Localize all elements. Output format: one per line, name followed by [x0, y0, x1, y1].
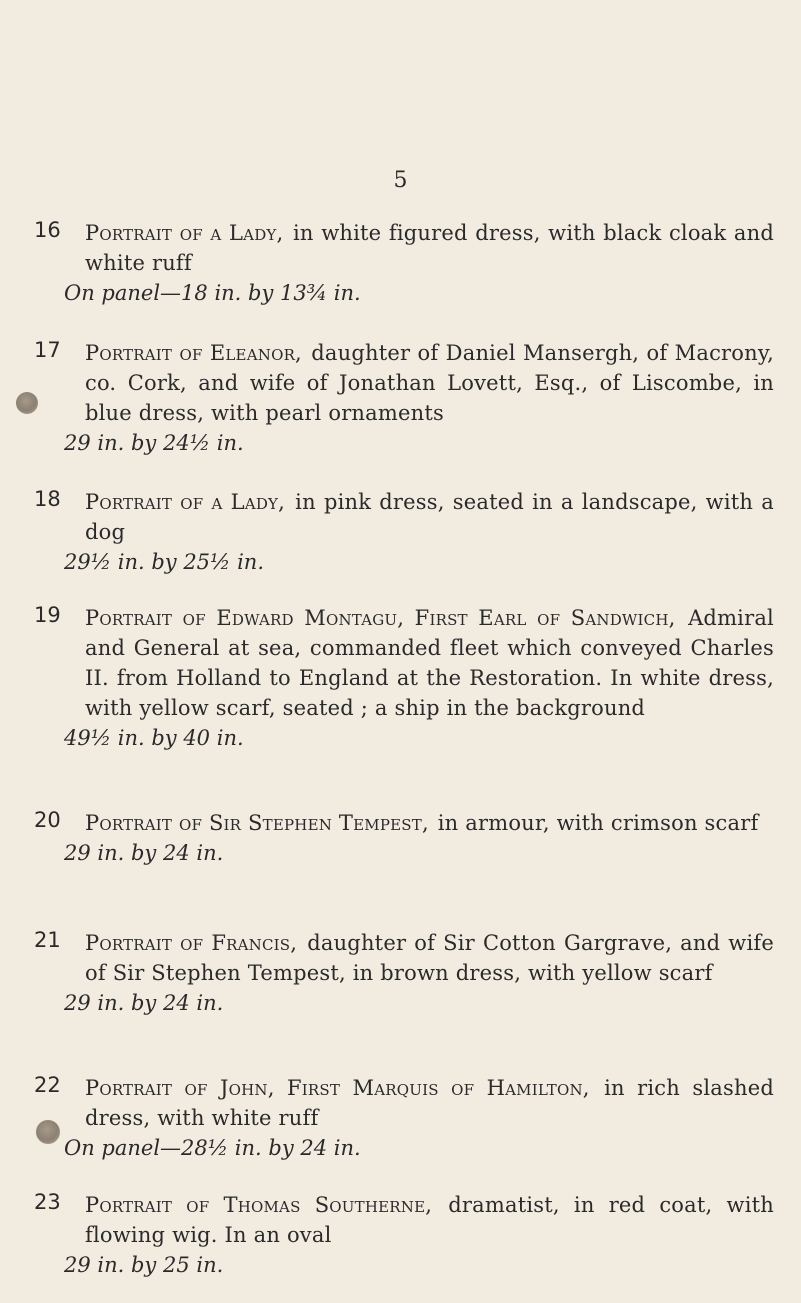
lot-description [85, 928, 774, 988]
lot-title: Portrait of John, First Marquis of Hamilton, [85, 1076, 590, 1100]
lot-dimensions: 29 in. by 24½ in. [64, 431, 244, 455]
lot-title: Portrait of Francis, [85, 931, 298, 955]
lot-dimensions: 29 in. by 25 in. [64, 1253, 224, 1277]
lot-dimensions: 49½ in. by 40 in. [64, 726, 244, 750]
lot-text: Admiral and General at sea, commanded fleet which conveyed Charles II. from Holland to England at the Restoration. In white dress, with yellow scarf, seated ; a ship in the background [85, 606, 774, 720]
lot-dimensions: 29 in. by 24 in. [64, 991, 224, 1015]
lot-number: 23 [34, 1190, 61, 1214]
lot-dimensions: 29½ in. by 25½ in. [64, 550, 264, 574]
lot-description [85, 218, 774, 278]
lot-text: in pink dress, seated in a landscape, with a dog [85, 490, 774, 544]
lot-dimensions: On panel—18 in. by 13¾ in. [64, 281, 361, 305]
catalogue-entry-20 [34, 808, 774, 868]
lot-number: 21 [34, 928, 61, 952]
lot-title: Portrait of a Lady, [85, 490, 286, 514]
lot-text: in rich slashed dress, with white ruff [85, 1076, 774, 1130]
lot-description [85, 1073, 774, 1133]
lot-description [85, 487, 774, 547]
lot-title: Portrait of Sir Stephen Tempest, [85, 811, 429, 835]
lot-number: 16 [34, 218, 61, 242]
lot-number: 20 [34, 808, 61, 832]
lot-number: 18 [34, 487, 61, 511]
lot-description [85, 808, 774, 838]
lot-text: in white figured dress, with black cloak and white ruff [85, 221, 775, 275]
catalogue-entry-19 [34, 603, 774, 753]
page-number: 5 [393, 168, 408, 193]
lot-title: Portrait of Eleanor, [85, 341, 302, 365]
lot-description [85, 1190, 774, 1250]
catalogue-entry-16 [34, 218, 774, 308]
lot-title: Portrait of Thomas Southerne, [85, 1193, 433, 1217]
lot-dimensions: 29 in. by 24 in. [64, 841, 224, 865]
lot-text: dramatist, in red coat, with flowing wig. In an oval [85, 1193, 774, 1247]
catalogue-entry-22 [34, 1073, 774, 1163]
lot-number: 17 [34, 338, 61, 362]
lot-dimensions: On panel—28½ in. by 24 in. [64, 1136, 361, 1160]
lot-number: 22 [34, 1073, 61, 1097]
catalogue-entry-23 [34, 1190, 774, 1280]
lot-title: Portrait of a Lady, [85, 221, 284, 245]
lot-description [85, 338, 774, 428]
lot-number: 19 [34, 603, 61, 627]
catalogue-entry-18 [34, 487, 774, 577]
catalogue-entry-17 [34, 338, 774, 458]
lot-description [85, 603, 774, 723]
catalogue-entry-21 [34, 928, 774, 1018]
lot-text: daughter of Daniel Mansergh, of Macrony, co. Cork, and wife of Jonathan Lovett, Esq., of Liscombe, in blue dress, with pearl ornaments [85, 341, 774, 425]
lot-title: Portrait of Edward Montagu, First Earl of Sandwich, [85, 606, 676, 630]
lot-text: in armour, with crimson scarf [437, 811, 759, 835]
lot-text: daughter of Sir Cotton Gargrave, and wife of Sir Stephen Tempest, in brown dress, with yellow scarf [85, 931, 774, 985]
